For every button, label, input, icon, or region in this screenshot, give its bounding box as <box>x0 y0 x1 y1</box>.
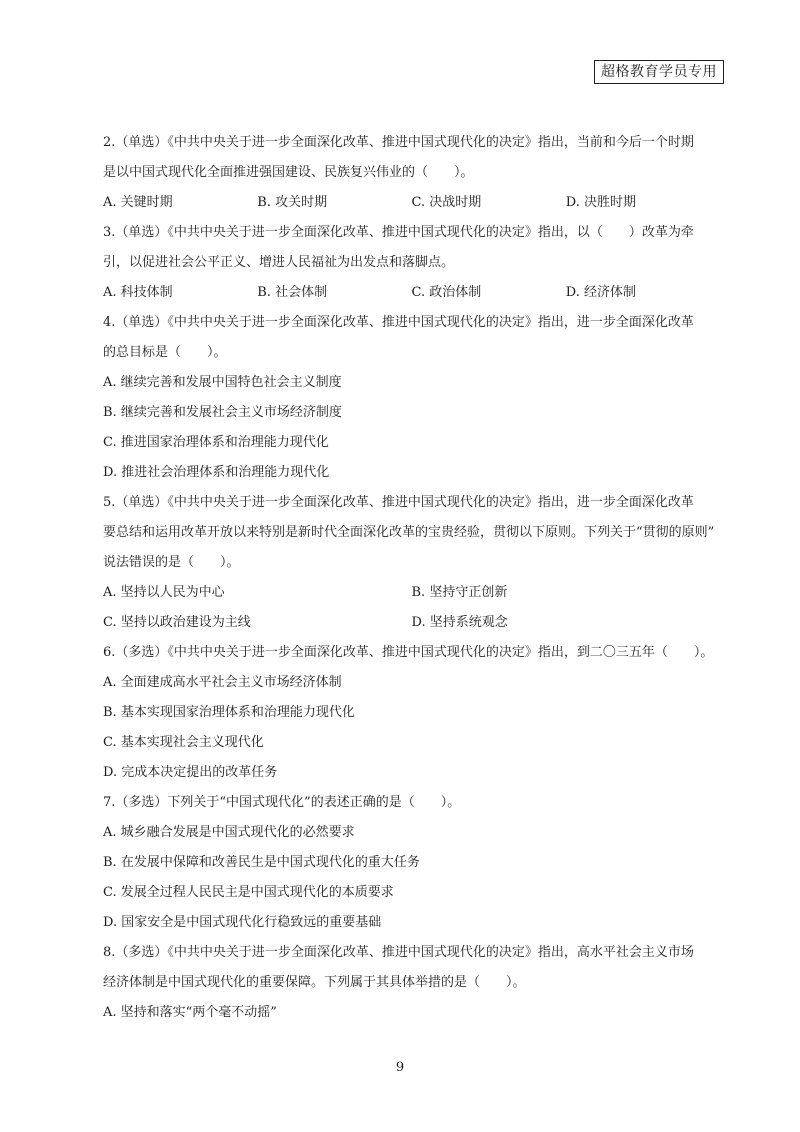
question-stem-line: 7.（多选）下列关于“中国式现代化”的表述正确的是（ ）。 <box>103 795 461 810</box>
question-stem-line: 说法错误的是（ ）。 <box>103 555 240 570</box>
header-badge: 超格教育学员专用 <box>594 60 724 84</box>
option: D. 坚持系统观念 <box>411 615 508 630</box>
page-number: 9 <box>395 1060 405 1075</box>
option: D. 决胜时期 <box>565 195 636 210</box>
question-stem-line: 8.（多选）《中共中央关于进一步全面深化改革、推进中国式现代化的决定》指出，高水平社会主义市场 <box>103 945 694 960</box>
question-8 <box>103 938 720 1028</box>
question-stem-line: 要总结和运用改革开放以来特别是新时代全面深化改革的宝贵经验，贯彻以下原则。下列关于“贯彻的原则” <box>103 525 715 540</box>
option: C. 政治体制 <box>411 285 482 300</box>
option: A. 继续完善和发展中国特色社会主义制度 <box>103 375 342 390</box>
question-6 <box>103 638 720 788</box>
question-2 <box>103 128 720 218</box>
option: D. 经济体制 <box>565 285 636 300</box>
option: B. 社会体制 <box>257 285 328 300</box>
option: C. 推进国家治理体系和治理能力现代化 <box>103 435 329 450</box>
option: B. 继续完善和发展社会主义市场经济制度 <box>103 405 342 420</box>
option: B. 坚持守正创新 <box>411 585 508 600</box>
option-row <box>103 578 720 608</box>
option: A. 坚持以人民为中心 <box>103 585 225 600</box>
option: D. 国家安全是中国式现代化行稳致远的重要基础 <box>103 915 382 930</box>
option: D. 完成本决定提出的改革任务 <box>103 765 278 780</box>
option: C. 基本实现社会主义现代化 <box>103 735 264 750</box>
question-stem-line: 经济体制是中国式现代化的重要保障。下列属于其具体举措的是（ ）。 <box>103 975 526 990</box>
question-stem-line: 5.（单选）《中共中央关于进一步全面深化改革、推进中国式现代化的决定》指出，进一步全面深化改革 <box>103 495 694 510</box>
option: B. 攻关时期 <box>257 195 328 210</box>
question-7 <box>103 788 720 938</box>
question-stem-line: 6.（多选）《中共中央关于进一步全面深化改革、推进中国式现代化的决定》指出，到二〇三五年（ ）。 <box>103 645 714 660</box>
option: C. 坚持以政治建设为主线 <box>103 615 251 630</box>
question-stem-line: 引，以促进社会公平正义、增进人民福祉为出发点和落脚点。 <box>103 255 455 270</box>
question-stem-line: 4.（单选）《中共中央关于进一步全面深化改革、推进中国式现代化的决定》指出，进一步全面深化改革 <box>103 315 694 330</box>
option: A. 全面建成高水平社会主义市场经济体制 <box>103 675 342 690</box>
option: A. 科技体制 <box>103 285 173 300</box>
question-4 <box>103 308 720 488</box>
option: C. 决战时期 <box>411 195 482 210</box>
option-row <box>103 608 720 638</box>
option: A. 关键时期 <box>103 195 173 210</box>
option: B. 在发展中保障和改善民生是中国式现代化的重大任务 <box>103 855 420 870</box>
question-3 <box>103 218 720 308</box>
option: B. 基本实现国家治理体系和治理能力现代化 <box>103 705 355 720</box>
question-stem-line: 2.（单选）《中共中央关于进一步全面深化改革、推进中国式现代化的决定》指出，当前和今后一个时期 <box>103 135 694 150</box>
question-list <box>103 128 720 1028</box>
question-5 <box>103 488 720 638</box>
option-row <box>103 188 720 218</box>
option: D. 推进社会治理体系和治理能力现代化 <box>103 465 330 480</box>
option: A. 城乡融合发展是中国式现代化的必然要求 <box>103 825 355 840</box>
question-stem-line: 的总目标是（ ）。 <box>103 345 227 360</box>
question-stem-line: 是以中国式现代化全面推进强国建设、民族复兴伟业的（ ）。 <box>103 165 474 180</box>
option: C. 发展全过程人民民主是中国式现代化的本质要求 <box>103 885 394 900</box>
question-stem-line: 3.（单选）《中共中央关于进一步全面深化改革、推进中国式现代化的决定》指出，以（ ）改革为牵 <box>103 225 694 240</box>
option: A. 坚持和落实“两个毫不动摇” <box>103 1005 277 1020</box>
option-row <box>103 278 720 308</box>
